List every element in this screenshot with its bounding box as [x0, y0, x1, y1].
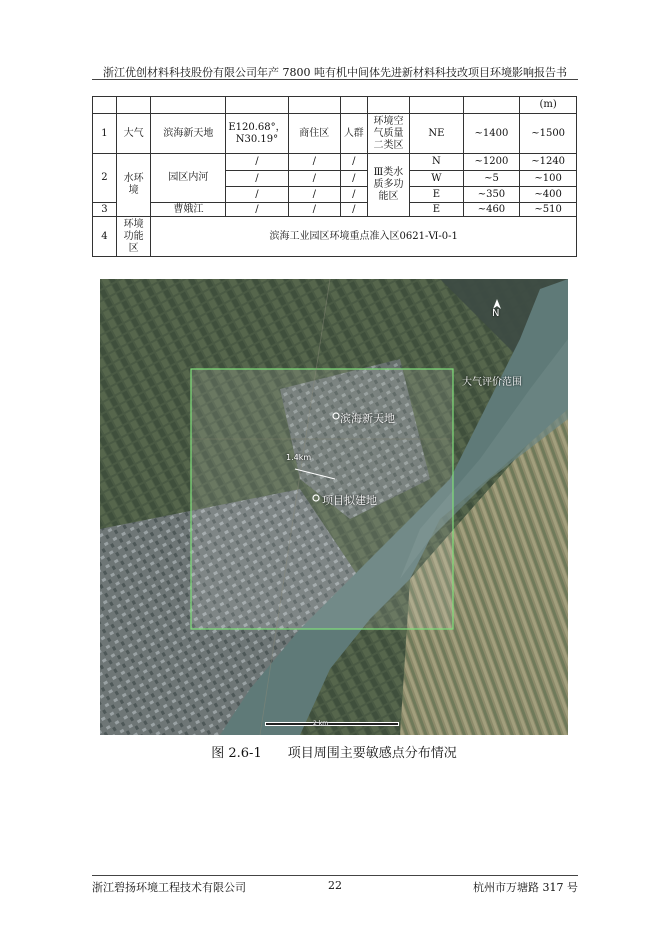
table-header-row [93, 97, 577, 114]
satellite-map [100, 279, 568, 735]
table-row: / / / W ~5 ~100 [93, 171, 577, 187]
table-row: 2 水环境 园区内河 / / / Ⅲ类水质多功能区 N ~1200 ~1240 [93, 154, 577, 171]
figure-caption [100, 742, 568, 761]
north-label: N [492, 308, 500, 319]
page-header: 浙江优创材料科技股份有限公司年产 7800 吨有机中间体先进新材料科技改项目环境影响报告书 [103, 66, 567, 79]
table-row: / / / E ~350 ~400 [93, 187, 577, 203]
footer-company: 浙江碧扬环境工程技术有限公司 [92, 881, 246, 894]
scale-label: 2 km [313, 720, 329, 727]
caption-text: 项目周围主要敏感点分布情况 [287, 746, 457, 761]
table-row: 1 大气 滨海新天地 E120.68°，N30.19° 商住区 人群 环境空气质量二类区 NE ~1400 ~1500 [93, 114, 577, 154]
place1-label: 滨海新天地 [340, 412, 395, 425]
sensitive-points-table [92, 96, 577, 257]
table-row: 4 环境功能区 滨海工业园区环境重点准入区0621-Ⅵ-0-1 [93, 217, 577, 257]
unit-cell: (m) [520, 97, 577, 114]
table-row: 3 曹娥江 / / / E ~460 ~510 [93, 203, 577, 217]
range-label: 大气评价范围 [462, 377, 522, 388]
footer-address: 杭州市万塘路 317 号 [473, 881, 578, 894]
header-divider [92, 79, 578, 80]
place2-label: 项目拟建地 [322, 494, 377, 507]
page-number: 22 [328, 879, 342, 892]
footer-divider [92, 875, 578, 876]
distance-label: 1.4km [286, 453, 312, 462]
caption-number: 图 2.6-1 [211, 746, 262, 761]
